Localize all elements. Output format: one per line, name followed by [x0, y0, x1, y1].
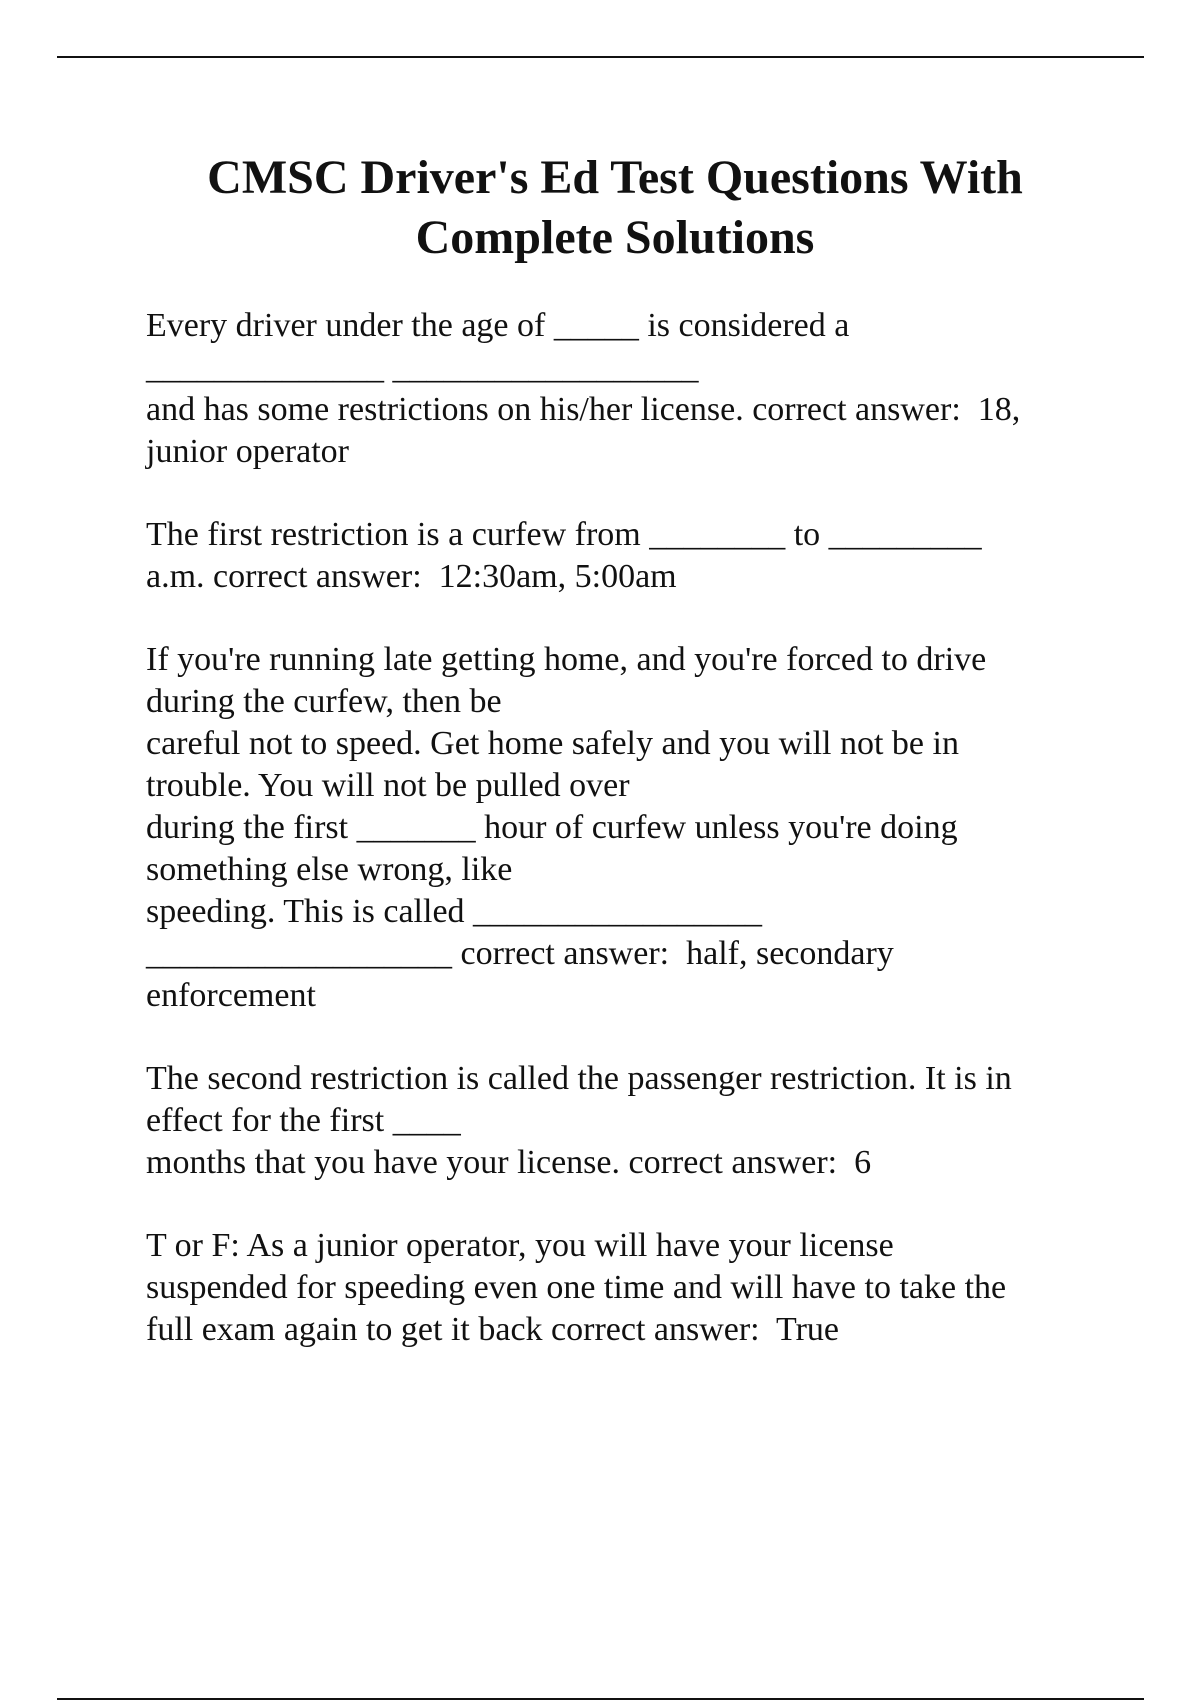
qa-item-3 [146, 639, 1106, 1017]
qa-line: something else wrong, like [146, 851, 513, 888]
question-list [146, 305, 1106, 1392]
qa-item-4 [146, 1058, 1106, 1184]
qa-line: T or F: As a junior operator, you will have your license [146, 1227, 894, 1264]
qa-line: enforcement [146, 977, 316, 1014]
top-rule [57, 56, 1144, 58]
qa-line: __________________ correct answer: half, secondary [146, 935, 894, 972]
qa-line: If you're running late getting home, and you're forced to drive [146, 641, 987, 678]
qa-line: speeding. This is called _________________ [146, 893, 763, 930]
qa-line: full exam again to get it back correct answer: True [146, 1311, 839, 1348]
qa-line: during the first _______ hour of curfew unless you're doing [146, 809, 958, 846]
qa-line: The first restriction is a curfew from ________ to _________ [146, 516, 982, 553]
qa-line: during the curfew, then be [146, 683, 502, 720]
title-line-2: Complete Solutions [415, 211, 815, 264]
qa-line: ______________ __________________ [146, 349, 699, 386]
qa-line: suspended for speeding even one time and will have to take the [146, 1269, 1007, 1306]
qa-line: The second restriction is called the passenger restriction. It is in [146, 1060, 1012, 1097]
qa-line: junior operator [146, 433, 349, 470]
page-title [150, 148, 1080, 268]
qa-line: trouble. You will not be pulled over [146, 767, 630, 804]
qa-line: and has some restrictions on his/her license. correct answer: 18, [146, 391, 1021, 428]
qa-item-5 [146, 1225, 1106, 1351]
title-line-1: CMSC Driver's Ed Test Questions With [207, 151, 1023, 204]
qa-line: effect for the first ____ [146, 1102, 461, 1139]
qa-line: Every driver under the age of _____ is considered a [146, 307, 850, 344]
qa-line: months that you have your license. correct answer: 6 [146, 1144, 872, 1181]
qa-item-1 [146, 305, 1106, 473]
qa-line: careful not to speed. Get home safely and you will not be in [146, 725, 959, 762]
qa-item-2 [146, 514, 1106, 598]
qa-line: a.m. correct answer: 12:30am, 5:00am [146, 558, 677, 595]
